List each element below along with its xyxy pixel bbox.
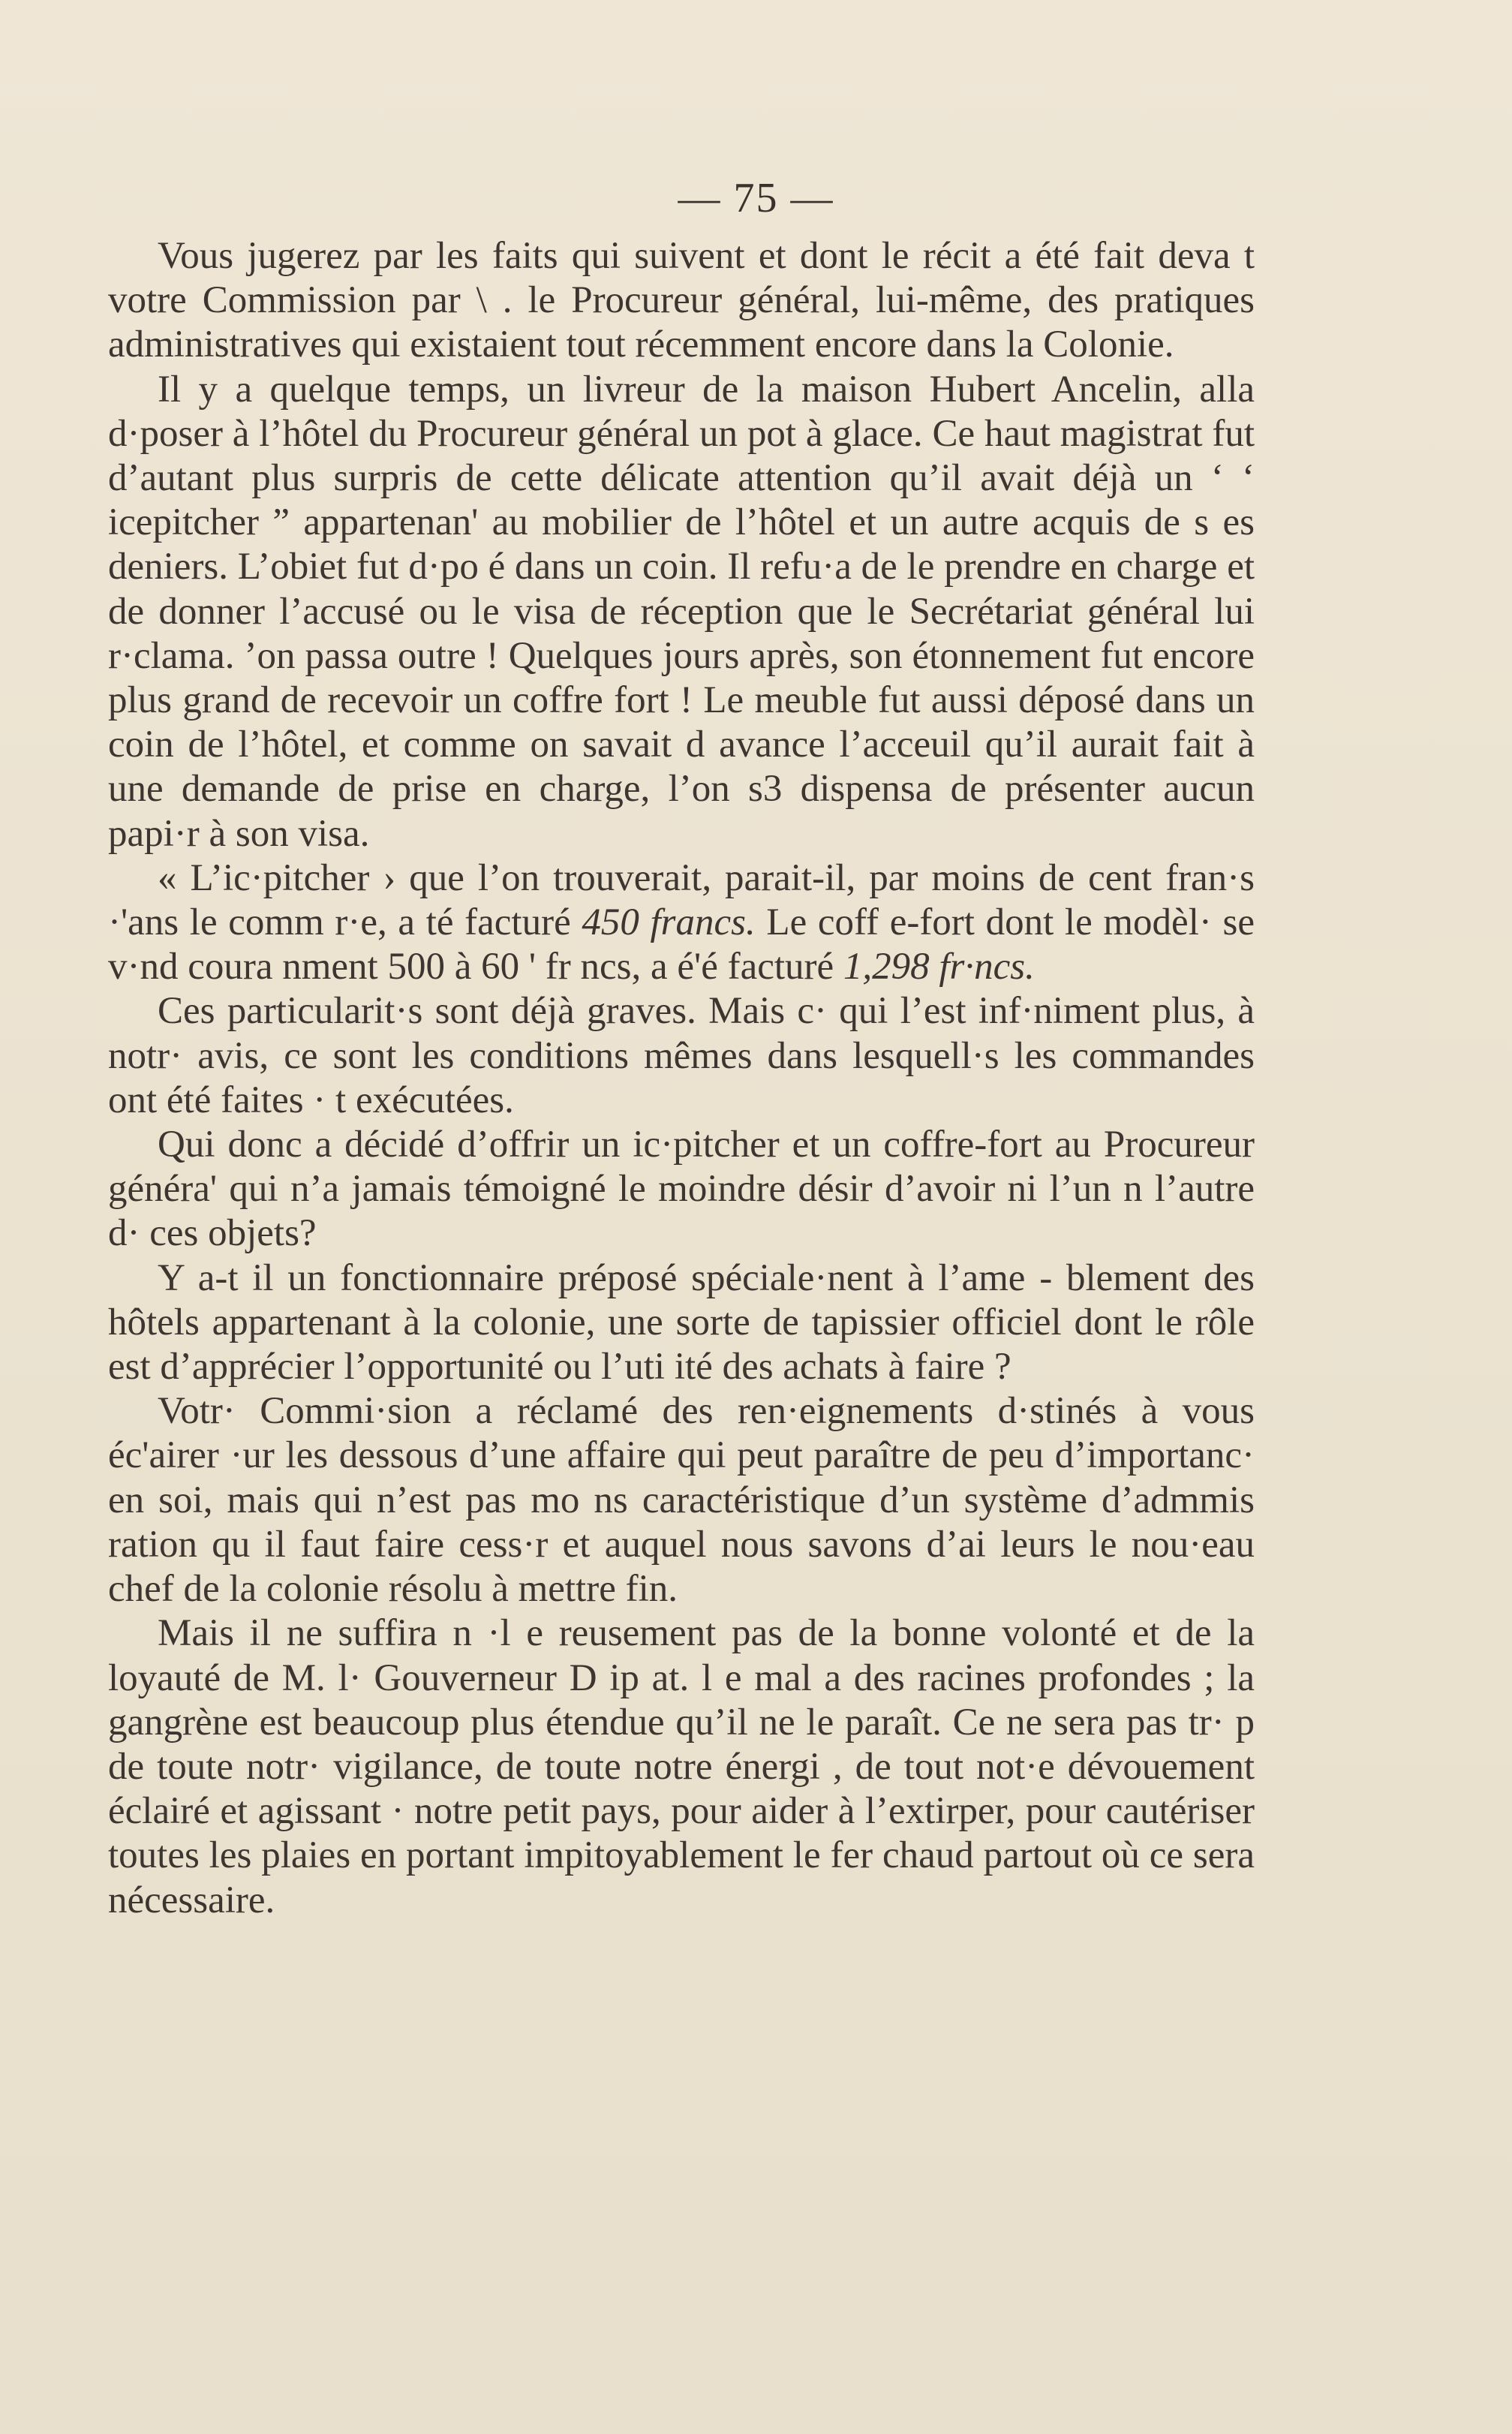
paragraph: Y a-t il un fonctionnaire préposé spéciale·nent à l’ame - blement des hôtels appartenant à la colonie, une sorte de tapissier officiel dont le rôle est d’apprécier l’opportunité ou l’uti ité des achats à faire ? bbox=[108, 1256, 1255, 1388]
paragraph: Mais il ne suffira n ·l e reusement pas de la bonne volonté et de la loyauté de M. l· Gouverneur D ip at. l e mal a des racines profondes ; la gangrène est beaucoup plus étendue qu’il ne le paraît. Ce ne sera pas tr· p de toute notr· vigilance, de toute notre énergi , de tout not·e dévouement éclairé et agissant · notre petit pays, pour aider à l’extirper, pour cautériser toutes les plaies en portant impitoyablement le fer chaud partout où ce sera nécessaire. bbox=[108, 1612, 1255, 1921]
page-number: — 75 — bbox=[678, 175, 834, 221]
paragraph-text: « L’ic·pitcher › que l’on trouverait, parait-il, par moins de cent fran·s ·'ans le comm r·e, a té facturé bbox=[108, 856, 1255, 944]
body-text bbox=[108, 234, 1255, 1923]
paragraph-text: Le coff e-fort dont le modèl· se v·nd coura nment 500 à 60 ' fr ncs, a é'é facturé bbox=[108, 901, 1255, 988]
paragraph: Qui donc a décidé d’offrir un ic·pitcher et un coffre-fort au Procureur généra' qui n’a jamais témoigné le moindre désir d’avoir ni l’un n l’autre d· ces objets? bbox=[108, 1124, 1255, 1255]
paragraph: Ces particularit·s sont déjà graves. Mais c· qui l’est inf·niment plus, à notr· avis, ce sont les conditions mêmes dans lesquell·s les commandes ont été faites · t exécutées. bbox=[108, 990, 1255, 1121]
paragraph: Vous jugerez par les faits qui suivent et dont le récit a été fait deva t votre Commission par \ . le Procureur général, lui-même, des pratiques administratives qui existaient tout récemment encore dans la Colonie. bbox=[108, 235, 1255, 366]
price-italic: 450 francs. bbox=[582, 901, 756, 944]
paragraph: Il y a quelque temps, un livreur de la maison Hubert Ancelin, alla d·poser à l’hôtel du Procureur général un pot à glace. Ce haut magistrat fut d’autant plus surpris de cette délicate attention qu’il avait déjà un ‘ ‘ icepitcher ” appartenan' au mobilier de l’hôtel et un autre acquis de s es deniers. L’obiet fut d·po é dans un coin. Il refu·a de le prendre en charge et de donner l’accusé ou le visa de réception que le Secrétariat général lui r·clama. ’on passa outre ! Quelques jours après, son étonnement fut encore plus grand de recevoir un coffre fort ! Le meuble fut aussi déposé dans un coin de l’hôtel, et comme on savait d avance l’acceuil qu’il aurait fait à une demande de prise en charge, l’on s3 dispensa de présenter aucun papi·r à son visa. bbox=[108, 368, 1255, 855]
paragraph bbox=[108, 856, 1255, 990]
paragraph: Votr· Commi·sion a réclamé des ren·eignements d·stinés à vous éc'airer ·ur les dessous d’une affaire qui peut paraître de peu d’importanc· en soi, mais qui n’est pas mo ns caractéristique d’un système d’admmis ration qu il faut faire cess·r et auquel nous savons d’ai leurs le nou·eau chef de la colonie résolu à mettre fin. bbox=[108, 1390, 1255, 1611]
price-italic: 1,298 fr·ncs. bbox=[843, 946, 1035, 988]
